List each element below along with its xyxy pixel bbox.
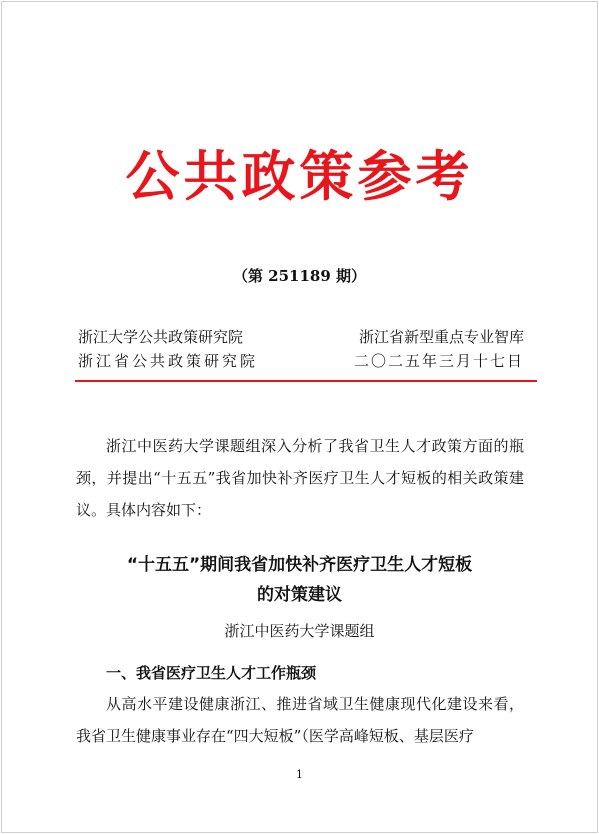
section-heading: 一、我省医疗卫生人才工作瓶颈 (106, 664, 317, 682)
header-row-1 (78, 325, 524, 349)
page-number: 1 (296, 768, 303, 781)
intro-paragraph: 浙江中医药大学课题组深入分析了我省卫生人才政策方面的瓶颈，并提出“十五五”我省加快补齐医疗卫生人才短板的相关政策建议。具体内容如下： (76, 437, 524, 519)
org-left-1: 浙江大学公共政策研究院 (78, 328, 244, 346)
article-title (0, 550, 599, 610)
header-row-2 (78, 349, 524, 373)
article-title-line-1: “十五五”期间我省加快补齐医疗卫生人才短板 (126, 555, 473, 575)
article-title-line-2: 的对策建议 (257, 585, 342, 605)
issue-number: （第 251189 期） (232, 267, 367, 285)
org-right-1: 浙江省新型重点专业智库 (358, 328, 524, 346)
masthead-title: 公共政策参考 (125, 145, 474, 208)
section-paragraph: 从高水平建设健康浙江、推进省域卫生健康现代化建设来看，我省卫生健康事业存在“四大短板”（医学高峰短板、基层医疗 (76, 695, 524, 745)
issue-date: 二〇二五年三月十七日 (353, 352, 524, 370)
header-divider (75, 380, 537, 382)
header-organizations (78, 325, 524, 373)
article-author: 浙江中医药大学课题组 (224, 622, 375, 640)
org-left-2: 浙江省公共政策研究院 (78, 352, 259, 370)
